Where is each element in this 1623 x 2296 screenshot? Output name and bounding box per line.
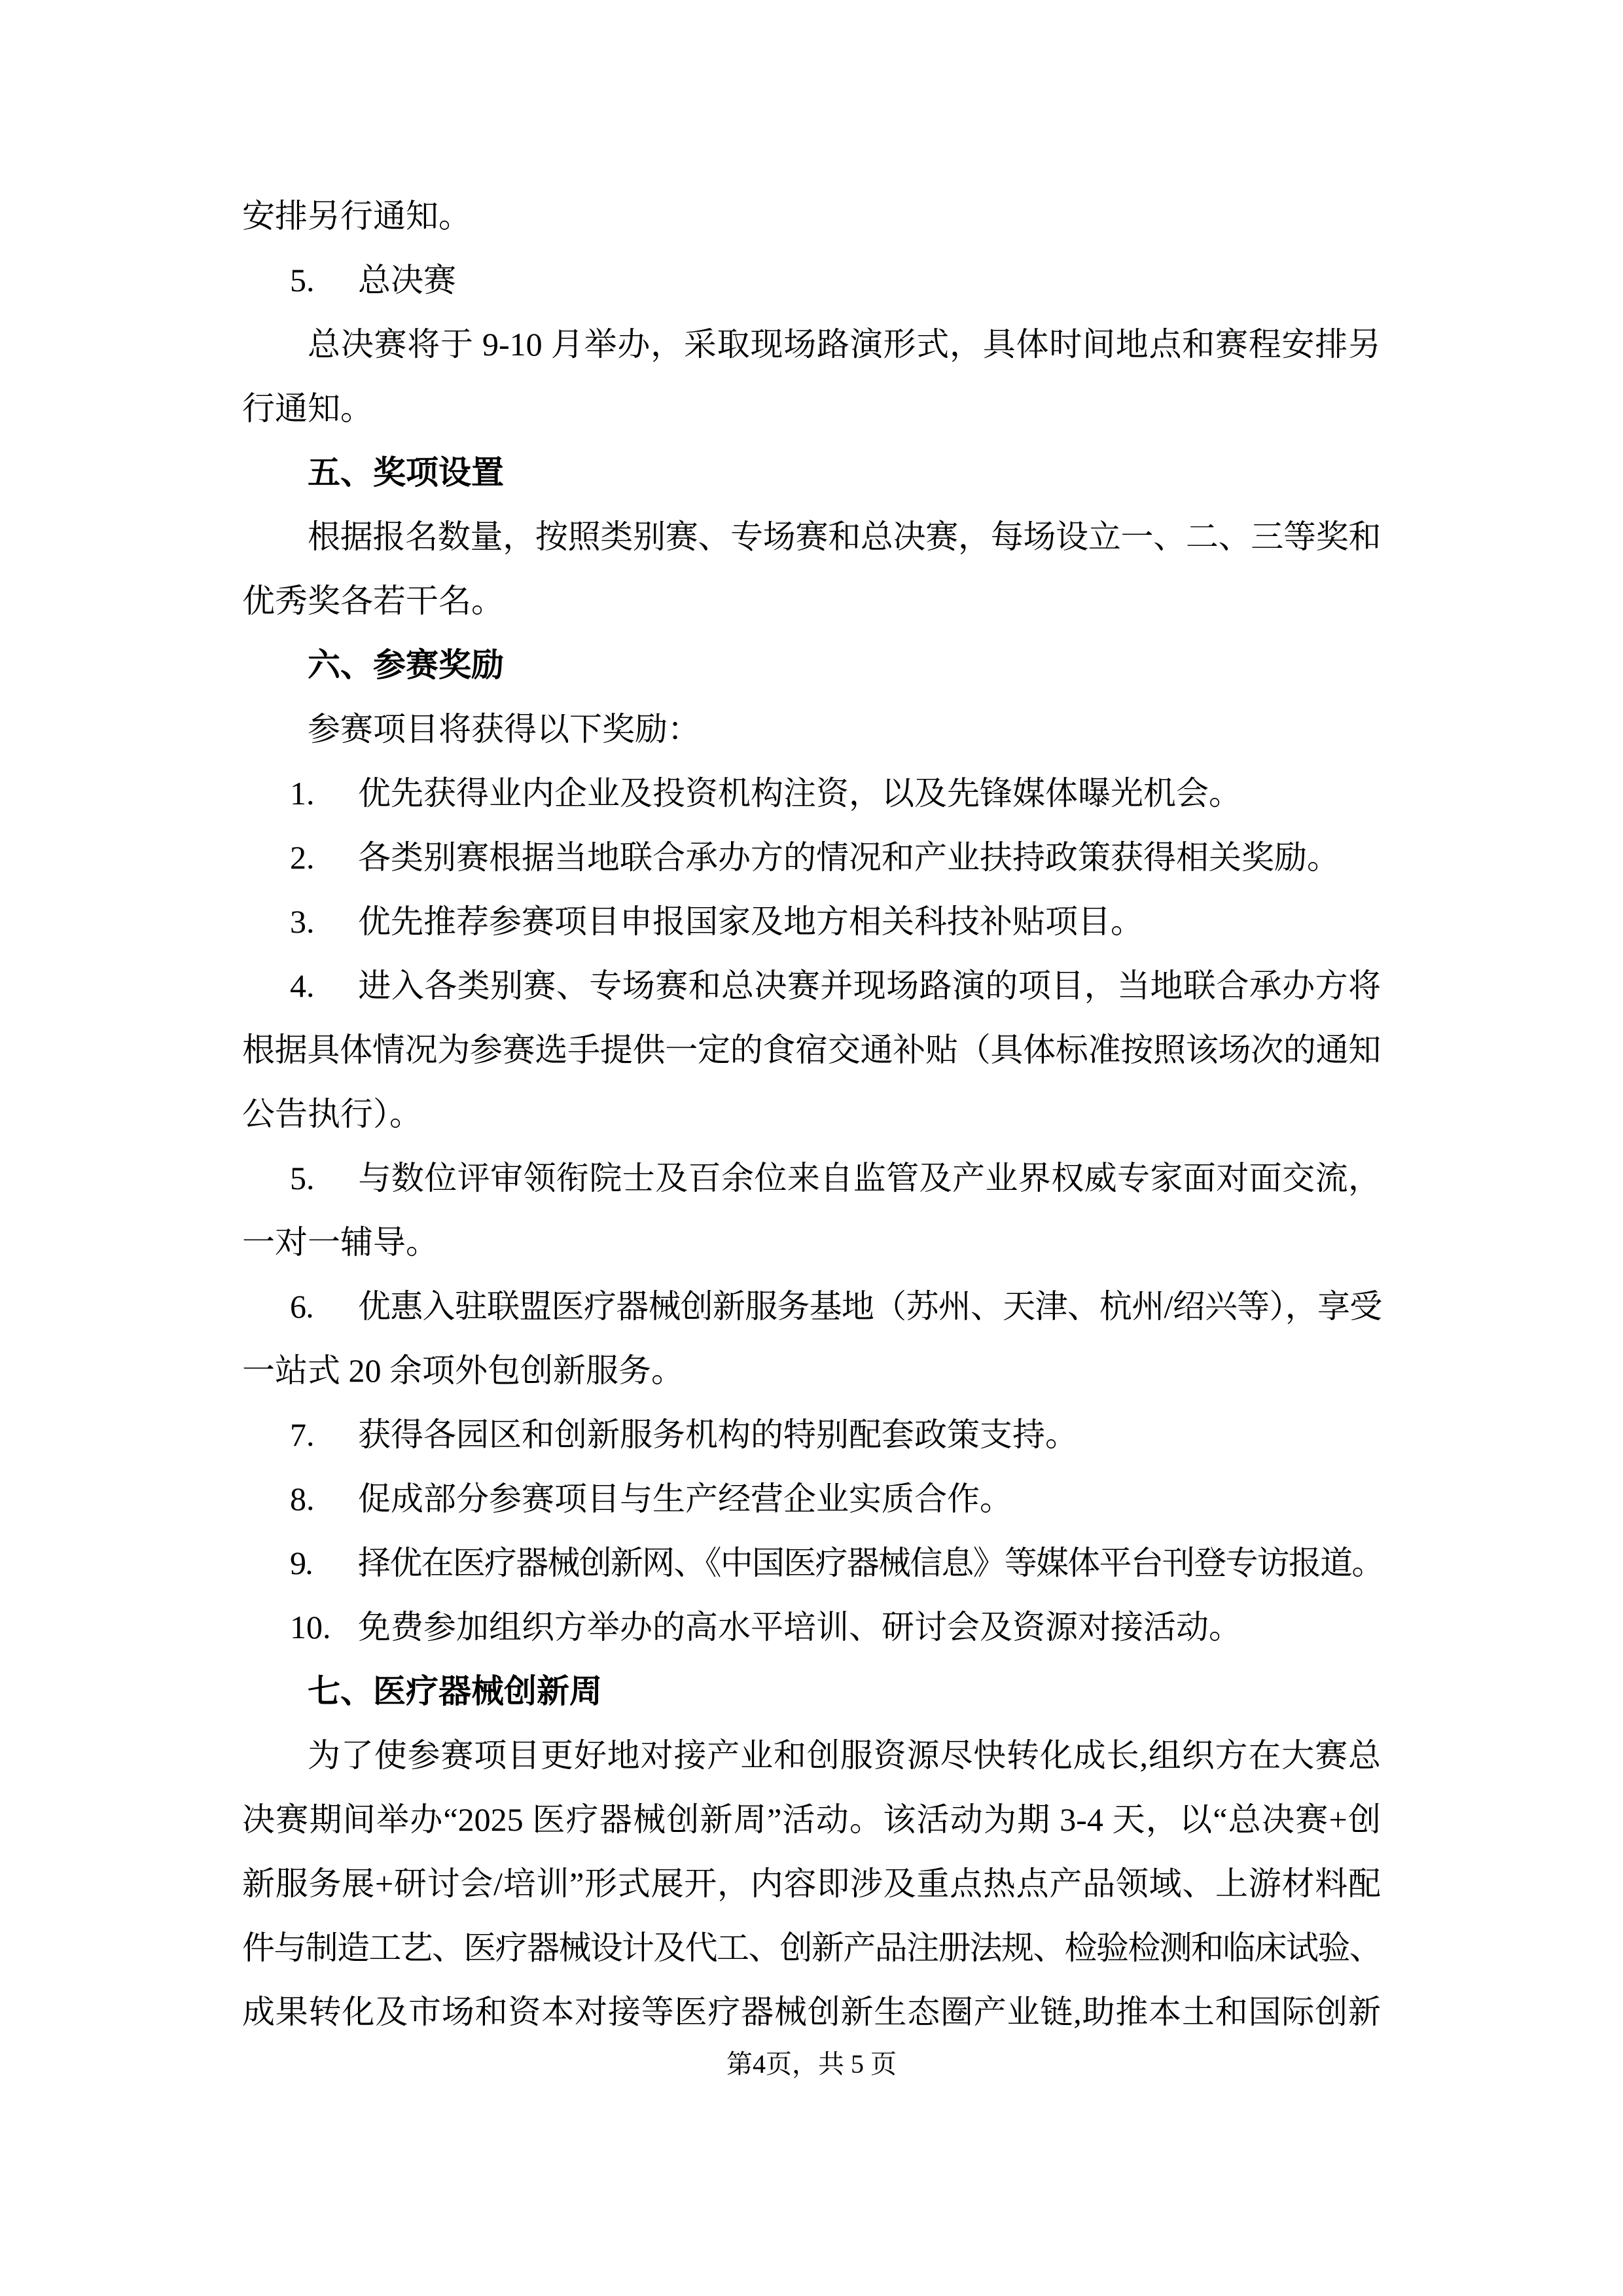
list-number: 3. — [290, 903, 315, 940]
list-text: 进入各类别赛、专场赛和总决赛并现场路演的项目，当地联合承办方将 — [358, 967, 1381, 1004]
text-line — [242, 1595, 1381, 1659]
text-line: 成果转化及市场和资本对接等医疗器械创新生态圈产业链,助推本土和国际创新 — [242, 1994, 1381, 2030]
list-text: 获得各园区和创新服务机构的特别配套政策支持。 — [358, 1416, 1078, 1453]
text-line: 公告执行）。 — [242, 1096, 422, 1132]
page-footer: 第4页，共 5 页 — [726, 2049, 897, 2079]
text-line — [242, 1467, 1381, 1531]
section-heading: 六、参赛奖励 — [308, 647, 504, 683]
list-number: 6. — [290, 1288, 314, 1325]
text-line — [242, 1403, 1381, 1467]
list-number: 10. — [290, 1609, 331, 1645]
list-text: 免费参加组织方举办的高水平培训、研讨会及资源对接活动。 — [358, 1609, 1241, 1645]
list-number: 2. — [290, 839, 315, 876]
list-number: 8. — [290, 1480, 315, 1517]
text-line — [242, 954, 1381, 1018]
text-line: 参赛项目将获得以下奖励： — [308, 711, 700, 747]
text-line: 决赛期间举办“2025 医疗器械创新周”活动。该活动为期 3-4 天，以“总决赛+创 — [242, 1801, 1381, 1838]
text-line — [242, 1274, 1381, 1338]
list-text: 各类别赛根据当地联合承办方的情况和产业扶持政策获得相关奖励。 — [358, 839, 1340, 876]
text-line — [242, 1146, 1381, 1210]
list-text: 优先获得业内企业及投资机构注资，以及先锋媒体曝光机会。 — [358, 775, 1241, 812]
text-line: 件与制造工艺、医疗器械设计及代工、创新产品注册法规、检验检测和临床试验、 — [242, 1929, 1381, 1966]
list-text: 促成部分参赛项目与生产经营企业实质合作。 — [358, 1480, 1012, 1517]
text-line: 新服务展+研讨会/培训”形式展开，内容即涉及重点热点产品领域、上游材料配 — [242, 1865, 1381, 1902]
list-number: 1. — [290, 775, 315, 812]
text-line: 一对一辅导。 — [242, 1224, 438, 1261]
document-body — [242, 184, 1381, 2044]
text-line: 总决赛将于 9-10 月举办，采取现场路演形式，具体时间地点和赛程安排另 — [308, 326, 1381, 363]
section-heading: 七、医疗器械创新周 — [308, 1673, 602, 1710]
list-number: 7. — [290, 1416, 315, 1453]
text-line — [242, 248, 1381, 312]
text-line — [242, 761, 1381, 825]
list-number: 5. — [290, 1160, 315, 1196]
text-line: 一站式 20 余项外包创新服务。 — [242, 1352, 684, 1389]
text-line: 根据报名数量，按照类别赛、专场赛和总决赛，每场设立一、二、三等奖和 — [308, 518, 1382, 555]
text-line: 为了使参赛项目更好地对接产业和创服资源尽快转化成长,组织方在大赛总 — [308, 1737, 1381, 1774]
list-text: 优先推荐参赛项目申报国家及地方相关科技补贴项目。 — [358, 903, 1143, 940]
text-line: 根据具体情况为参赛选手提供一定的食宿交通补贴（具体标准按照该场次的通知 — [242, 1031, 1381, 1068]
text-line — [242, 889, 1381, 954]
text-line: 行通知。 — [242, 390, 373, 427]
list-number: 9. — [290, 1545, 312, 1581]
list-text: 与数位评审领衔院士及百余位来自监管及产业界权威专家面对面交流， — [358, 1160, 1381, 1196]
text-line: 安排另行通知。 — [242, 198, 471, 234]
list-text: 择优在医疗器械创新网、《中国医疗器械信息》等媒体平台刊登专访报道。 — [358, 1545, 1383, 1581]
list-text: 优惠入驻联盟医疗器械创新服务基地（苏州、天津、杭州/绍兴等），享受 — [358, 1288, 1382, 1325]
text-line — [242, 1531, 1381, 1595]
list-text: 总决赛 — [358, 262, 456, 298]
text-line: 优秀奖各若干名。 — [242, 583, 504, 619]
list-number: 4. — [290, 967, 315, 1004]
list-number: 5. — [290, 262, 315, 298]
text-line — [242, 825, 1381, 889]
section-heading: 五、奖项设置 — [308, 454, 504, 491]
